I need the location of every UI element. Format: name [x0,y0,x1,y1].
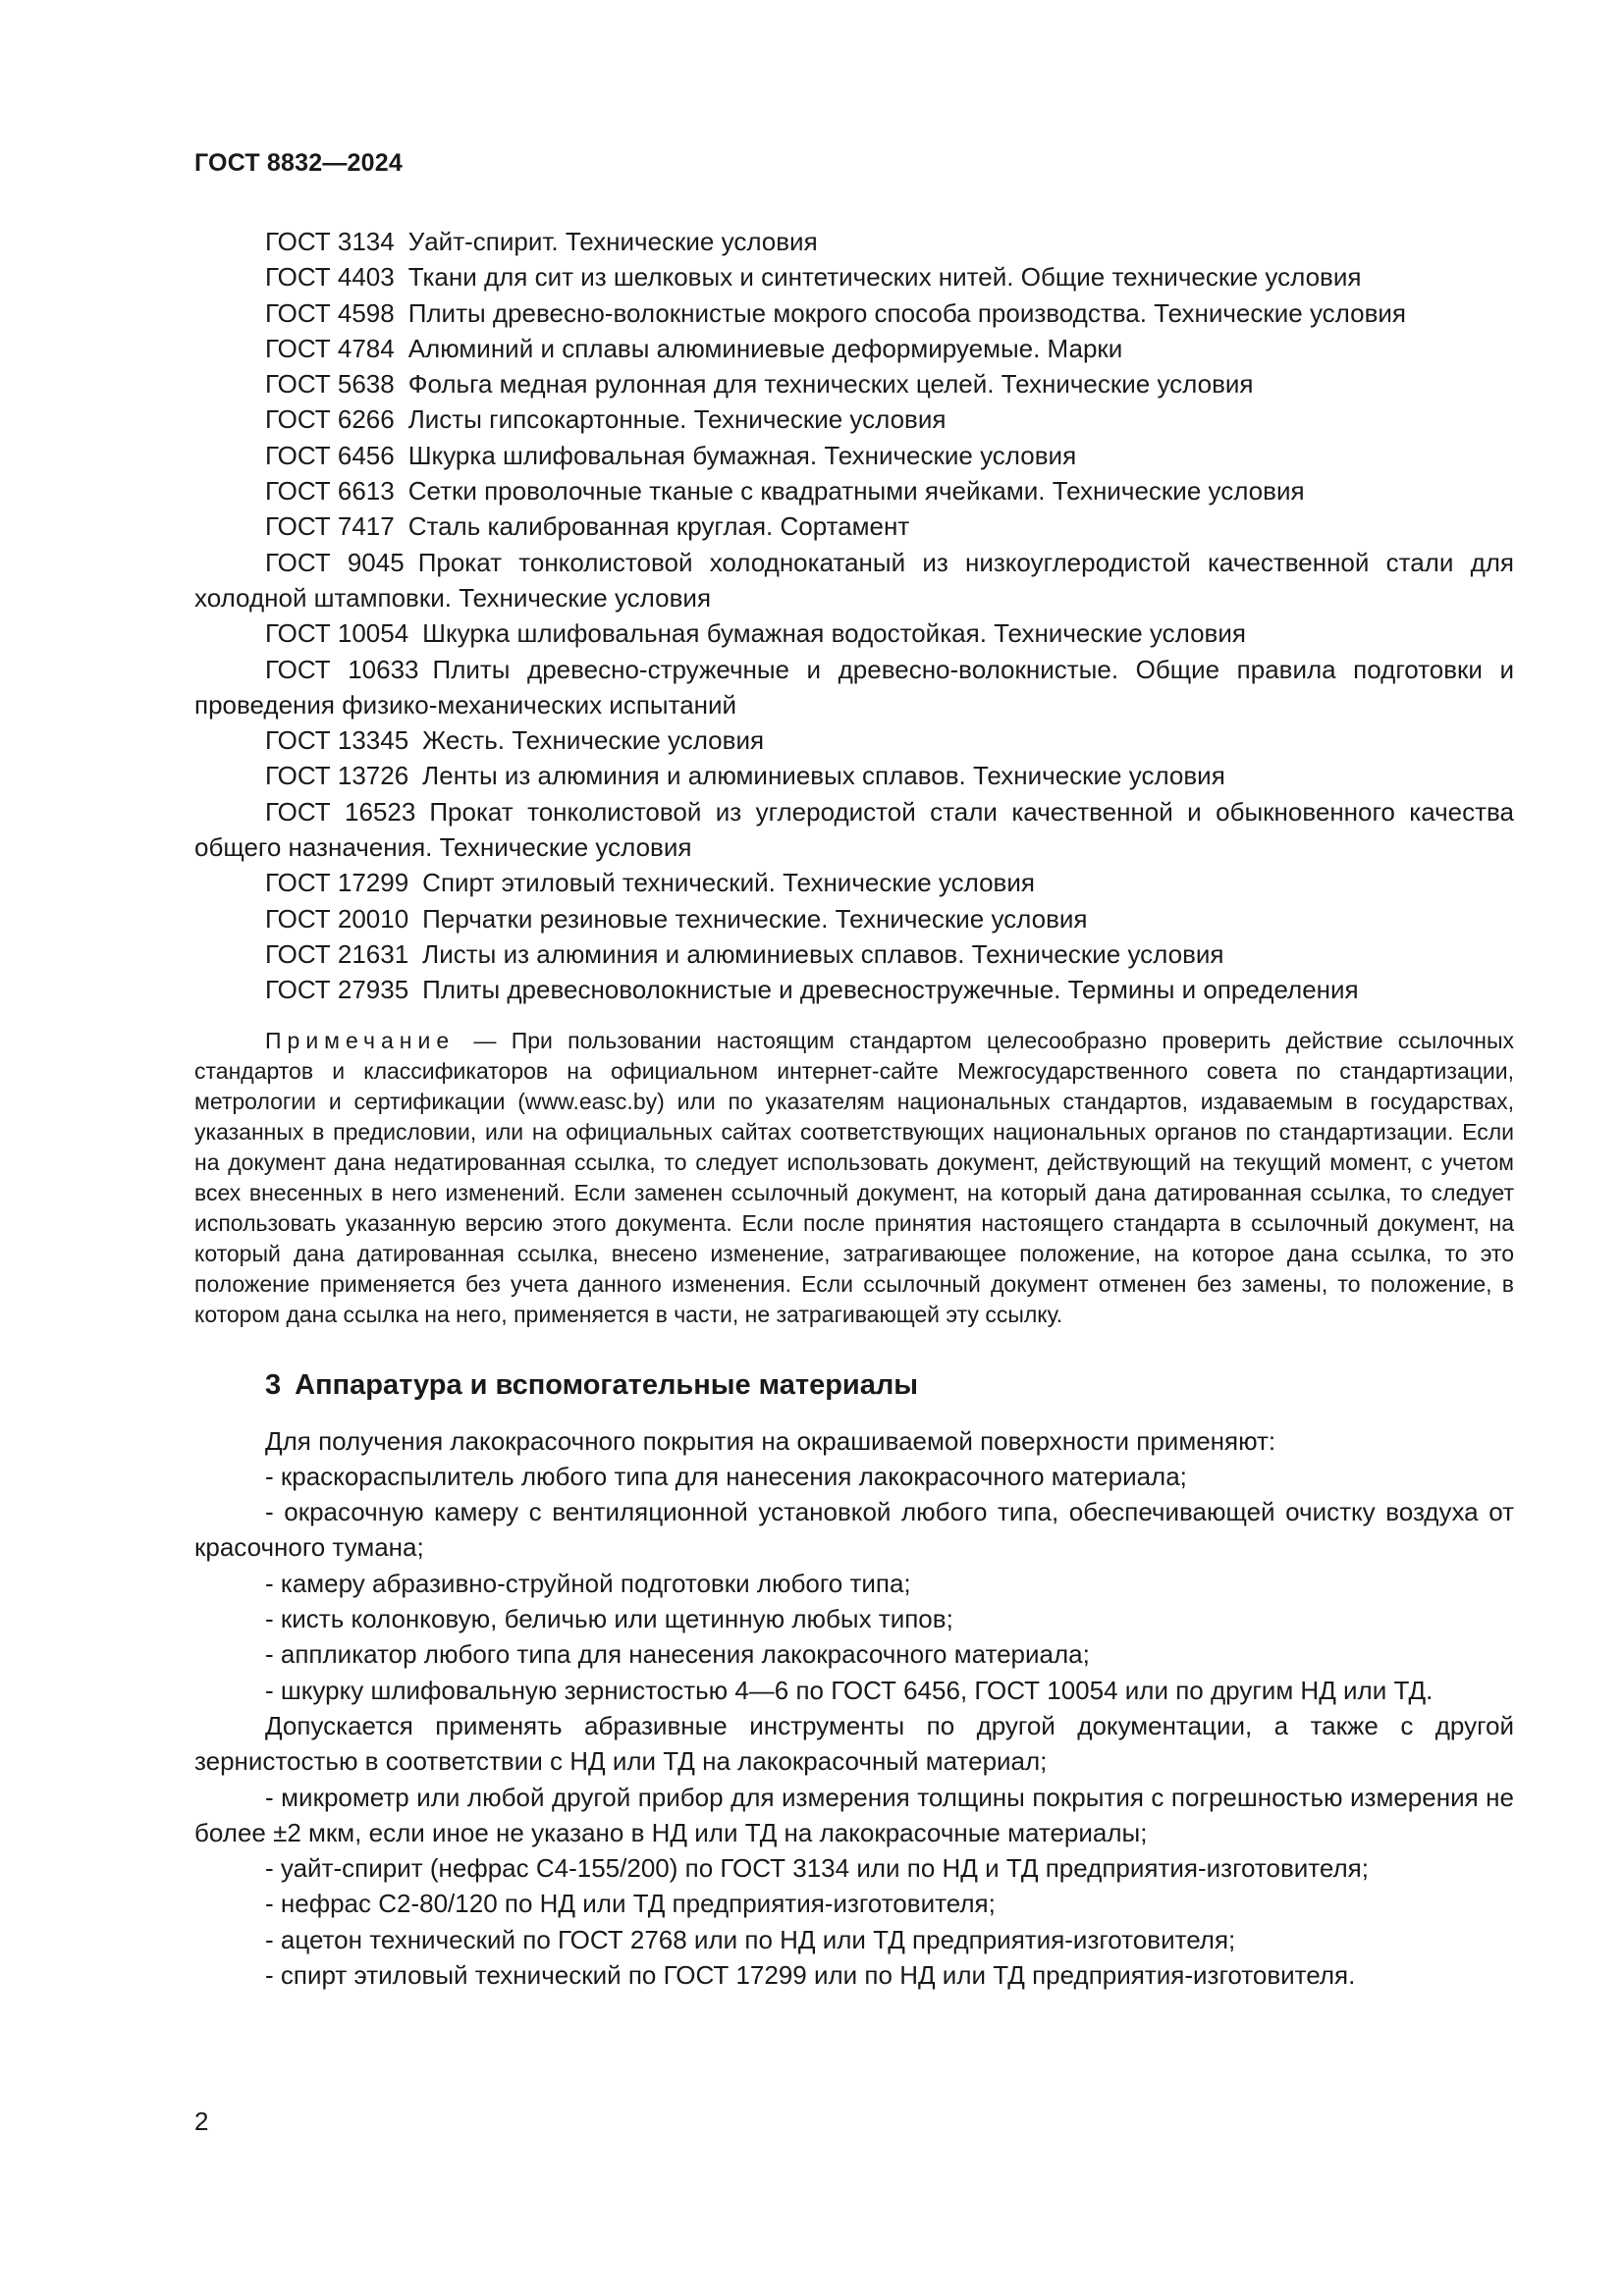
section-paragraph: - спирт этиловый технический по ГОСТ 17299 или по НД или ТД предприятия-изготовителя. [265,1959,1356,1990]
reference-item [194,295,1514,331]
section-paragraph: - камеру абразивно-струйной подготовки любого типа; [265,1568,911,1598]
reference-title: Сталь калиброванная круглая. Сортамент [407,511,910,542]
reference-code: ГОСТ 16523 [265,796,416,827]
reference-title: Ленты из алюминия и алюминиевых сплавов. Технические условия [422,761,1225,791]
reference-item [194,652,1514,723]
reference-code: ГОСТ 7417 [265,511,395,542]
reference-item [194,936,1514,972]
reference-code: ГОСТ 10633 [265,654,419,684]
reference-title: Фольга медная рулонная для технических целей. Технические условия [407,369,1254,400]
reference-item [194,972,1514,1007]
reference-code: ГОСТ 6266 [265,404,395,435]
reference-title: Плиты древесно-волокнистые мокрого способа производства. Технические условия [407,297,1407,328]
reference-item [194,224,1514,259]
reference-item [194,401,1514,437]
reference-title: Шкурка шлифовальная бумажная водостойкая. Технические условия [422,618,1246,649]
note-paragraph [194,1026,1514,1330]
normative-references-list [194,224,1514,1008]
reference-item [194,545,1514,616]
section-paragraph: - нефрас С2-80/120 по НД или ТД предприятия-изготовителя; [265,1889,996,1919]
reference-item [194,615,1514,651]
reference-code: ГОСТ 6456 [265,440,395,470]
section-body [194,1423,1514,1994]
reference-code: ГОСТ 4403 [265,262,395,293]
section-paragraph: - окрасочную камеру с вентиляционной установкой любого типа, обеспечивающей очистку воздуха от красочного тумана; [194,1497,1514,1563]
reference-code: ГОСТ 27935 [265,975,409,1005]
reference-code: ГОСТ 20010 [265,903,409,934]
reference-item [194,366,1514,401]
note-label: Примечание [265,1027,456,1053]
reference-title: Прокат тонколистовой из углеродистой стали качественной и обыкновенного качества общего назначения. Технические условия [194,796,1514,863]
section-title-text: Аппаратура и вспомогательные материалы [295,1368,919,1401]
reference-item [194,259,1514,294]
reference-item [194,508,1514,544]
section-paragraph: Допускается применять абразивные инструменты по другой документации, а также с другой зернистостью в соответствии с НД или ТД на лакокрасочный материал; [194,1710,1514,1777]
section-number: 3 [265,1368,282,1401]
reference-item [194,331,1514,366]
section-paragraph: - кисть колонковую, беличью или щетинную любых типов; [265,1604,953,1634]
reference-item [194,473,1514,508]
reference-title: Листы гипсокартонные. Технические условия [407,404,947,435]
reference-title: Сетки проволочные тканые с квадратными ячейками. Технические условия [407,476,1305,507]
reference-code: ГОСТ 9045 [265,547,405,577]
reference-title: Алюминий и сплавы алюминиевые деформируемые. Марки [407,333,1123,363]
section-paragraph: - шкурку шлифовальную зернистостью 4—6 по ГОСТ 6456, ГОСТ 10054 или по другим НД или ТД. [265,1675,1434,1705]
reference-title: Перчатки резиновые технические. Технические условия [422,903,1088,934]
reference-item [194,722,1514,758]
reference-item [194,794,1514,866]
section-paragraph: - микрометр или любой другой прибор для измерения толщины покрытия с погрешностью измерения не более ±2 мкм, если иное не указано в НД или ТД на лакокрасочные материалы; [194,1782,1514,1847]
reference-code: ГОСТ 3134 [265,227,395,256]
reference-code: ГОСТ 5638 [265,369,395,400]
reference-title: Плиты древесно-стружечные и древесно-волокнистые. Общие правила подготовки и проведения физико-механических испытаний [194,654,1514,720]
page-content [194,224,1514,1993]
reference-title: Прокат тонколистовой холоднокатаный из низкоуглеродистой качественной стали для холодной штамповки. Технические условия [194,547,1514,613]
reference-item [194,438,1514,473]
section-paragraph: Для получения лакокрасочного покрытия на окрашиваемой поверхности применяют: [265,1425,1276,1456]
reference-code: ГОСТ 4784 [265,333,395,363]
reference-item [194,758,1514,793]
page-number: 2 [194,2107,209,2136]
reference-code: ГОСТ 10054 [265,618,409,649]
reference-code: ГОСТ 21631 [265,938,409,969]
section-paragraph: - краскораспылитель любого типа для нанесения лакокрасочного материала; [265,1461,1187,1491]
section-paragraph: - аппликатор любого типа для нанесения лакокрасочного материала; [265,1639,1090,1670]
reference-code: ГОСТ 17299 [265,868,409,898]
reference-code: ГОСТ 13726 [265,761,409,791]
document-header: ГОСТ 8832—2024 [194,149,403,177]
reference-item [194,901,1514,936]
section-paragraph: - уайт-спирит (нефрас С4-155/200) по ГОСТ 3134 или по НД и ТД предприятия-изготовителя; [265,1853,1369,1884]
reference-code: ГОСТ 6613 [265,476,395,507]
reference-item [194,865,1514,900]
reference-title: Шкурка шлифовальная бумажная. Технические условия [407,440,1077,470]
note-text: — При пользовании настоящим стандартом целесообразно проверить действие ссылочных стандартов и классификаторов на официальном интернет-сайте Межгосударственного совета по стандартизации, метрологии и сертификации (www.easc.by) или по указателям национальных стандартов, издаваемым в государствах, указанных в предисловии, или на официальных сайтах соответствующих национальных органов по стандартизации. Если на документ дана недатированная ссылка, то следует использовать документ, действующий на текущий момент, с учетом всех внесенных в него изменений. Если заменен ссылочный документ, на который дана датированная ссылка, то следует использовать указанную версию этого документа. Если после принятия настоящего стандарта в ссылочный документ, на который дана датированная ссылка, внесено изменение, затрагивающее положение, на которое дана ссылка, то это положение применяется без учета данного изменения. Если ссылочный документ отменен без замены, то положение, в котором дана ссылка на него, применяется в части, не затрагивающей эту ссылку. [194,1027,1515,1327]
section-paragraph: - ацетон технический по ГОСТ 2768 или по НД или ТД предприятия-изготовителя; [265,1924,1236,1954]
section-heading [265,1369,1514,1402]
reference-title: Уайт-спирит. Технические условия [407,227,818,256]
reference-code: ГОСТ 4598 [265,297,395,328]
reference-title: Плиты древесноволокнистые и древесностружечные. Термины и определения [422,975,1359,1005]
reference-title: Спирт этиловый технический. Технические условия [422,868,1035,898]
reference-code: ГОСТ 13345 [265,725,409,756]
reference-title: Ткани для сит из шелковых и синтетических нитей. Общие технические условия [407,262,1362,293]
reference-title: Листы из алюминия и алюминиевых сплавов. Технические условия [422,938,1224,969]
reference-title: Жесть. Технические условия [422,725,765,756]
